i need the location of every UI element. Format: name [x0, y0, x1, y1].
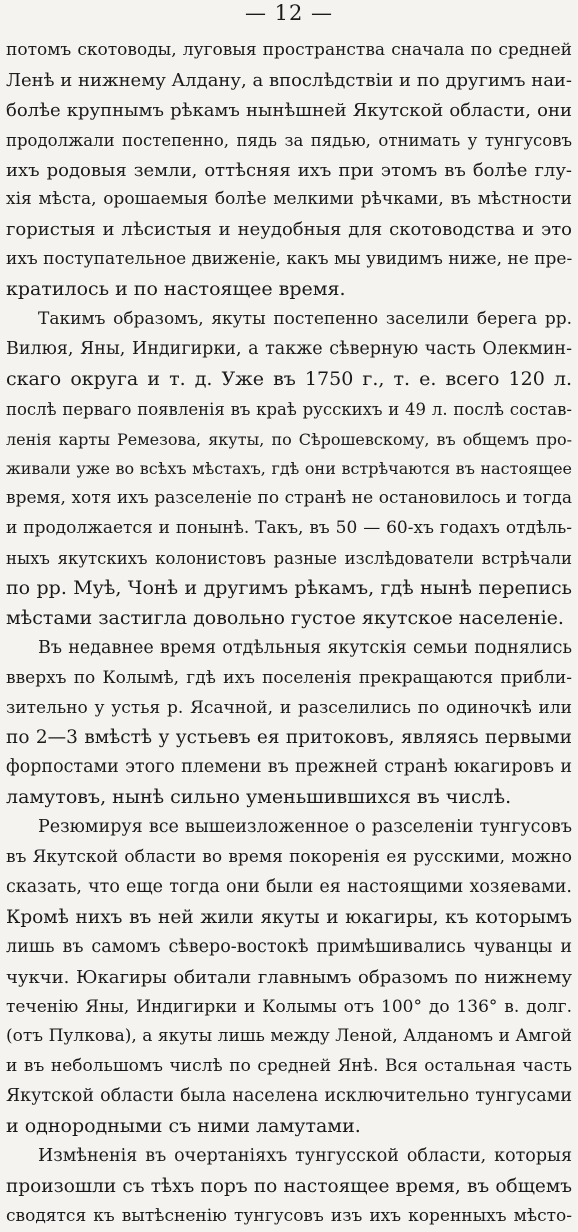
text-line: гористыя и лѣсистыя и неудобныя для скотоводства и это — [6, 219, 572, 241]
text-line: ихъ поступательное движеніе, какъ мы увидимъ ниже, не пре- — [6, 249, 572, 270]
text-line: произошли съ тѣхъ поръ по настоящее время, въ общемъ — [6, 1175, 572, 1197]
text-line: сводятся къ вытѣсненію тунгусовъ изъ ихъ коренныхъ мѣсто- — [6, 1205, 572, 1226]
text-line: послѣ перваго появленія въ краѣ русскихъ и 49 л. послѣ состав- — [6, 399, 572, 419]
text-line: ленія карты Ремезова, якуты, по Сѣрошевскому, въ общемъ про- — [6, 429, 572, 449]
text-line: по рр. Муѣ, Чонѣ и другимъ рѣкамъ, гдѣ нынѣ перепись — [6, 577, 572, 600]
text-line: ихъ родовыя земли, оттѣсняя ихъ при этомъ въ болѣе глу- — [6, 159, 572, 181]
text-line: вверхъ по Колымѣ, гдѣ ихъ поселенія прекращаются прибли- — [6, 667, 572, 688]
text-line: Якутской области была населена исключительно тунгусами — [6, 1086, 572, 1107]
paragraph — [6, 1142, 572, 1232]
text-line: Вилюя, Яны, Индигирки, а также сѣверную часть Олекмин- — [6, 338, 572, 359]
text-line: форпостами этого племени въ прежней странѣ юкагировъ и — [6, 757, 572, 778]
text-line: зительно у устья р. Ясачной, и разселились по одиночкѣ или — [6, 697, 572, 718]
text-line: кратилось и по настоящее время. — [6, 278, 346, 301]
paragraph — [6, 36, 572, 305]
text-line: Ленѣ и нижнему Алдану, а впослѣдствіи и по другимъ наи- — [6, 69, 572, 91]
text-line: и однородными съ ними ламутами. — [6, 1115, 361, 1138]
text-line: Измѣненія въ очертаніяхъ тунгусской области, которыя — [38, 1145, 572, 1166]
page-number: — 12 — — [244, 1, 334, 25]
text-line: сказать, что еще тогда они были ея настоящими хозяевами. — [6, 876, 572, 897]
text-line: ныхъ якутскихъ колонистовъ разные изслѣдователи встрѣчали — [6, 549, 572, 569]
text-line: живали уже во всѣхъ мѣстахъ, гдѣ они встрѣчаются въ настоящее — [6, 459, 572, 479]
paragraph — [6, 813, 572, 1142]
text-line: теченію Яны, Индигирки и Колымы отъ 100° до 136° в. долг. — [6, 996, 572, 1017]
text-line: по 2—3 вмѣстѣ у устьевъ ея притоковъ, являясь первыми — [6, 727, 572, 749]
text-line: продолжали постепенно, пядь за пядью, отнимать у тунгусовъ — [6, 130, 572, 150]
text-line: Кромѣ нихъ въ ней жили якуты и юкагиры, къ которымъ — [6, 906, 572, 928]
text-line: болѣе крупнымъ рѣкамъ нынѣшней Якутской области, они — [6, 99, 572, 121]
text-line: хія мѣста, орошаемыя болѣе мелкими рѣчками, въ мѣстности — [6, 189, 572, 210]
text-line: лишь въ самомъ сѣверо-востокѣ примѣшивались чуванцы и — [6, 936, 572, 957]
paragraph — [6, 634, 572, 813]
paragraph — [6, 305, 572, 634]
text-line: въ Якутской области во время покоренія ея русскими, можно — [6, 847, 572, 868]
text-line: время, хотя ихъ разселеніе по странѣ не остановилось и тогда — [6, 488, 572, 509]
text-line: чукчи. Юкагиры обитали главнымъ образомъ по нижнему — [6, 966, 572, 988]
text-line: ламутовъ, нынѣ сильно уменьшившихся въ числѣ. — [6, 786, 512, 809]
text-line: и продолжается и понынѣ. Такъ, въ 50 — 60-хъ годахъ отдѣль- — [6, 518, 572, 539]
body-text — [6, 36, 572, 1232]
text-line: Резюмируя все вышеизложенное о разселеніи тунгусовъ — [38, 817, 572, 838]
text-line: потомъ скотоводы, луговыя пространства сначала по средней — [6, 40, 572, 60]
text-line: скаго округа и т. д. Уже въ 1750 г., т. е. всего 120 л. — [6, 367, 572, 390]
text-line: Въ недавнее время отдѣльныя якутскія семьи поднялись — [38, 637, 572, 658]
text-line: мѣстами застигла довольно густое якутское населеніе. — [6, 606, 564, 629]
text-line: и въ небольшомъ числѣ по средней Янѣ. Вся остальная часть — [6, 1056, 572, 1077]
text-line: (отъ Пулкова), а якуты лишь между Леной, Алданомъ и Амгой — [6, 1026, 572, 1047]
text-line: Такимъ образомъ, якуты постепенно заселили берега рр. — [38, 309, 572, 330]
